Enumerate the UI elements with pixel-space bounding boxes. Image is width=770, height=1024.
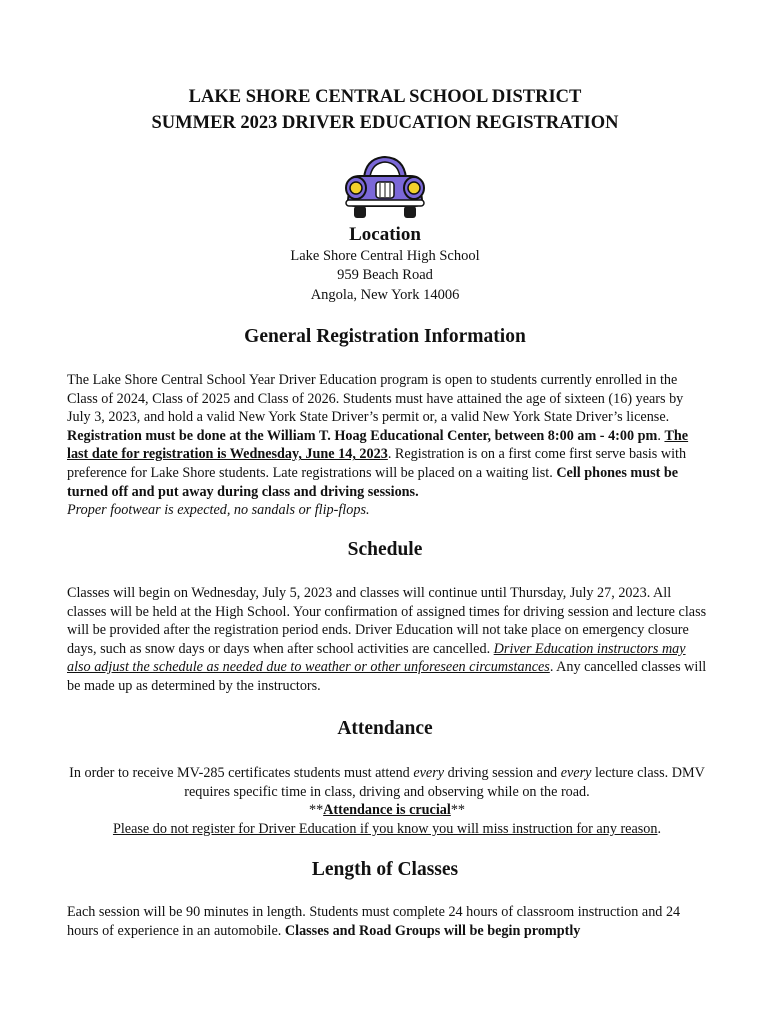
schedule-paragraph: Classes will begin on Wednesday, July 5, 2023 and classes will continue until Thursday, July 27, 2023. All classes will be held at the High School. Your confirmation of assigned times for driving session and lecture class will be provided after the registration period ends. Driver Education will not take place on emergency closure days, such as snow days or days when after school activities are cancelled. Driver Education instructors may also adjust the schedule as needed due to weather or other unforeseen circumstances. Any cancelled classes will be made up as determined by the instructors. xyxy=(67,585,707,694)
district-title: LAKE SHORE CENTRAL SCHOOL DISTRICT xyxy=(188,87,582,107)
location-school: Lake Shore Central High School xyxy=(290,248,480,264)
location-street: 959 Beach Road xyxy=(337,267,433,283)
attendance-crucial: Attendance is crucial xyxy=(323,802,451,819)
location-city: Angola, New York 14006 xyxy=(310,287,460,303)
attendance-paragraph: In order to receive MV-285 certificates students must attend every driving session and every lecture class. DMV requires specific time in class, driving and observing while on the road. **Attendance is crucial** Please do not register for Driver Education if you know you will miss instruction for any reason. xyxy=(69,765,705,837)
location-heading: Location xyxy=(349,224,421,245)
registration-title: SUMMER 2023 DRIVER EDUCATION REGISTRATION xyxy=(151,113,619,133)
general-heading: General Registration Information xyxy=(244,326,526,347)
general-paragraph: The Lake Shore Central School Year Driver Education program is open to students currently enrolled in the Class of 2024, Class of 2025 and Class of 2026. Students must have attained the age of sixteen (16) years by July 3, 2023, and hold a valid New York State Driver’s permit or, a valid New York State Driver’s license. Registration must be done at the William T. Hoag Educational Center, between 8:00 am - 4:00 pm. The last date for registration is Wednesday, June 14, 2023. Registration is on a first come first serve basis with preference for Lake Shore students. Late registrations will be placed on a waiting list. Cell phones must be turned off and put away during class and driving sessions. Proper footwear is expected, no sandals or flip-flops. xyxy=(67,372,689,519)
attendance-warning: Please do not register for Driver Education if you know you will miss instruction for any reason xyxy=(112,820,658,837)
car-icon xyxy=(342,152,428,222)
length-paragraph: Each session will be 90 minutes in length. Students must complete 24 hours of classroom instruction and 24 hours of experience in an automobile. Classes and Road Groups will be begin promptly xyxy=(67,904,681,939)
attendance-heading: Attendance xyxy=(337,718,433,739)
length-heading: Length of Classes xyxy=(311,859,459,880)
schedule-heading: Schedule xyxy=(347,539,423,560)
